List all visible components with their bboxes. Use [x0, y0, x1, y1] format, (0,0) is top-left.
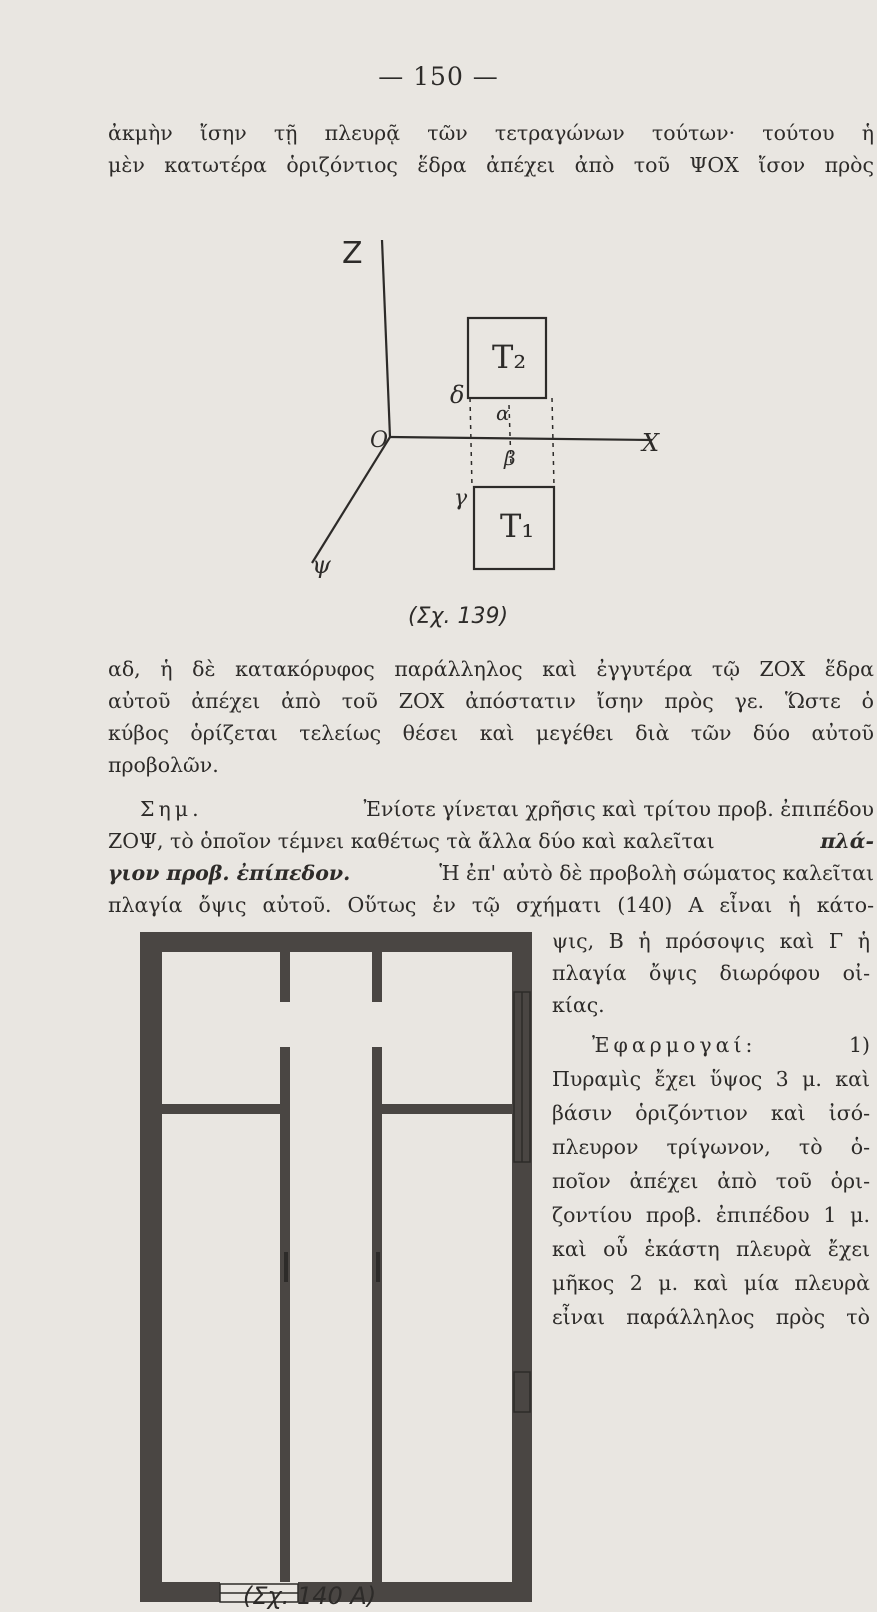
application-heading	[592, 1030, 870, 1060]
interior-wall-left	[280, 952, 290, 1002]
text-line: πλαγία ὄψις διωρόφου οἰ-	[552, 961, 870, 985]
application-number: 1)	[848, 1033, 870, 1057]
projection-line-left	[470, 398, 472, 487]
figure-140-floor-plan	[140, 932, 540, 1612]
text-line: ζοντίου προβ. ἐπιπέδου 1 μ.	[552, 1203, 870, 1227]
text-line: αδ, ἡ δὲ κατακόρυφος παράλληλος καὶ ἐγγυτέρα τῷ ΖΟΧ ἕδρα	[108, 657, 874, 681]
x-axis	[390, 437, 652, 440]
partition-left	[162, 1104, 280, 1114]
note-text: ΖΟΨ, τὸ ὁποῖον τέμνει καθέτως τὰ ἄλλα δύο καὶ καλεῖται	[108, 829, 715, 853]
text-line: εἶναι παράλληλος πρὸς τὸ	[552, 1305, 870, 1329]
psi-axis	[312, 437, 390, 563]
label-alpha: α	[496, 401, 510, 425]
projection-line-right	[552, 398, 554, 487]
label-o: O	[370, 428, 389, 453]
z-axis	[382, 240, 390, 437]
label-beta: β	[504, 446, 516, 470]
note-text: Ἐνίοτε γίνεται χρῆσις καὶ τρίτου προβ. ἐπιπέδου	[363, 797, 874, 821]
note-line	[108, 858, 874, 888]
text-line: Πυραμὶς ἔχει ὕψος 3 μ. καὶ	[552, 1067, 870, 1091]
text-line: αὐτοῦ ἀπέχει ἀπὸ τοῦ ΖΟΧ ἀπόστατιν ἴσην πρὸς γε. Ὥστε ὁ	[108, 689, 874, 713]
inner-marker	[284, 1252, 288, 1282]
note-label: Σημ.	[140, 797, 203, 821]
figure-139	[290, 225, 690, 585]
text-line: κύβος ὁρίζεται τελείως θέσει καὶ μεγέθει διὰ τῶν δύο αὐτοῦ	[108, 721, 874, 745]
wall-top	[140, 932, 532, 952]
text-line: ἀκμὴν ἴσην τῇ πλευρᾷ τῶν τετραγώνων τούτων· τούτου ἡ	[108, 121, 874, 145]
door-left-upper	[280, 1002, 290, 1047]
text-line: μῆκος 2 μ. καὶ μία πλευρὰ	[552, 1271, 870, 1295]
text-line: καὶ οὗ ἑκάστη πλευρὰ ἔχει	[552, 1237, 870, 1261]
note-text: Ἡ ἐπ' αὐτὸ δὲ προβολὴ σώματος καλεῖται	[439, 861, 874, 885]
page-number: — 150 —	[378, 62, 499, 91]
wall-bottom-left	[140, 1582, 220, 1602]
note-term: γιον προβ. ἐπίπεδον.	[108, 861, 351, 885]
note-line	[140, 794, 874, 824]
application-label: Ἐφαρμογαί:	[592, 1033, 757, 1057]
text-line: μὲν κατωτέρα ὁριζόντιος ἕδρα ἀπέχει ἀπὸ τοῦ ΨΟΧ ἴσον πρὸς	[108, 153, 874, 177]
label-t1: T₁	[500, 507, 535, 545]
interior-wall-right-lower	[372, 1047, 382, 1582]
note-term: πλά-	[820, 829, 874, 853]
text-line: βάσιν ὁριζόντιον καὶ ἰσό-	[552, 1101, 870, 1125]
label-t2: T₂	[492, 338, 527, 376]
partition-right	[382, 1104, 512, 1114]
text-line: κίας.	[552, 993, 605, 1017]
note-line	[108, 826, 874, 856]
interior-wall-left-lower	[280, 1047, 290, 1582]
interior-wall-right	[372, 952, 382, 1002]
label-gamma: γ	[454, 486, 468, 511]
text-line: ψις, Β ἡ πρόσοψις καὶ Γ ἡ	[552, 929, 870, 953]
label-delta: δ	[450, 381, 465, 409]
figure-140-caption: (Σχ. 140 Α)	[243, 1582, 377, 1610]
label-z: Z	[342, 236, 363, 271]
text-line: ποῖον ἀπέχει ἀπὸ τοῦ ὁρι-	[552, 1169, 870, 1193]
text-line: πλευρον τρίγωνον, τὸ ὁ-	[552, 1135, 870, 1159]
wall-left	[140, 932, 162, 1602]
note-line: πλαγία ὄψις αὐτοῦ. Οὕτως ἐν τῷ σχήματι (140) Α εἶναι ἡ κάτο-	[108, 893, 874, 917]
inner-marker	[376, 1252, 380, 1282]
label-psi: ψ	[312, 551, 331, 579]
figure-139-caption: (Σχ. 139)	[408, 604, 509, 629]
text-line: προβολῶν.	[108, 753, 219, 777]
label-x: X	[642, 429, 660, 457]
door-right-upper	[372, 1002, 382, 1047]
